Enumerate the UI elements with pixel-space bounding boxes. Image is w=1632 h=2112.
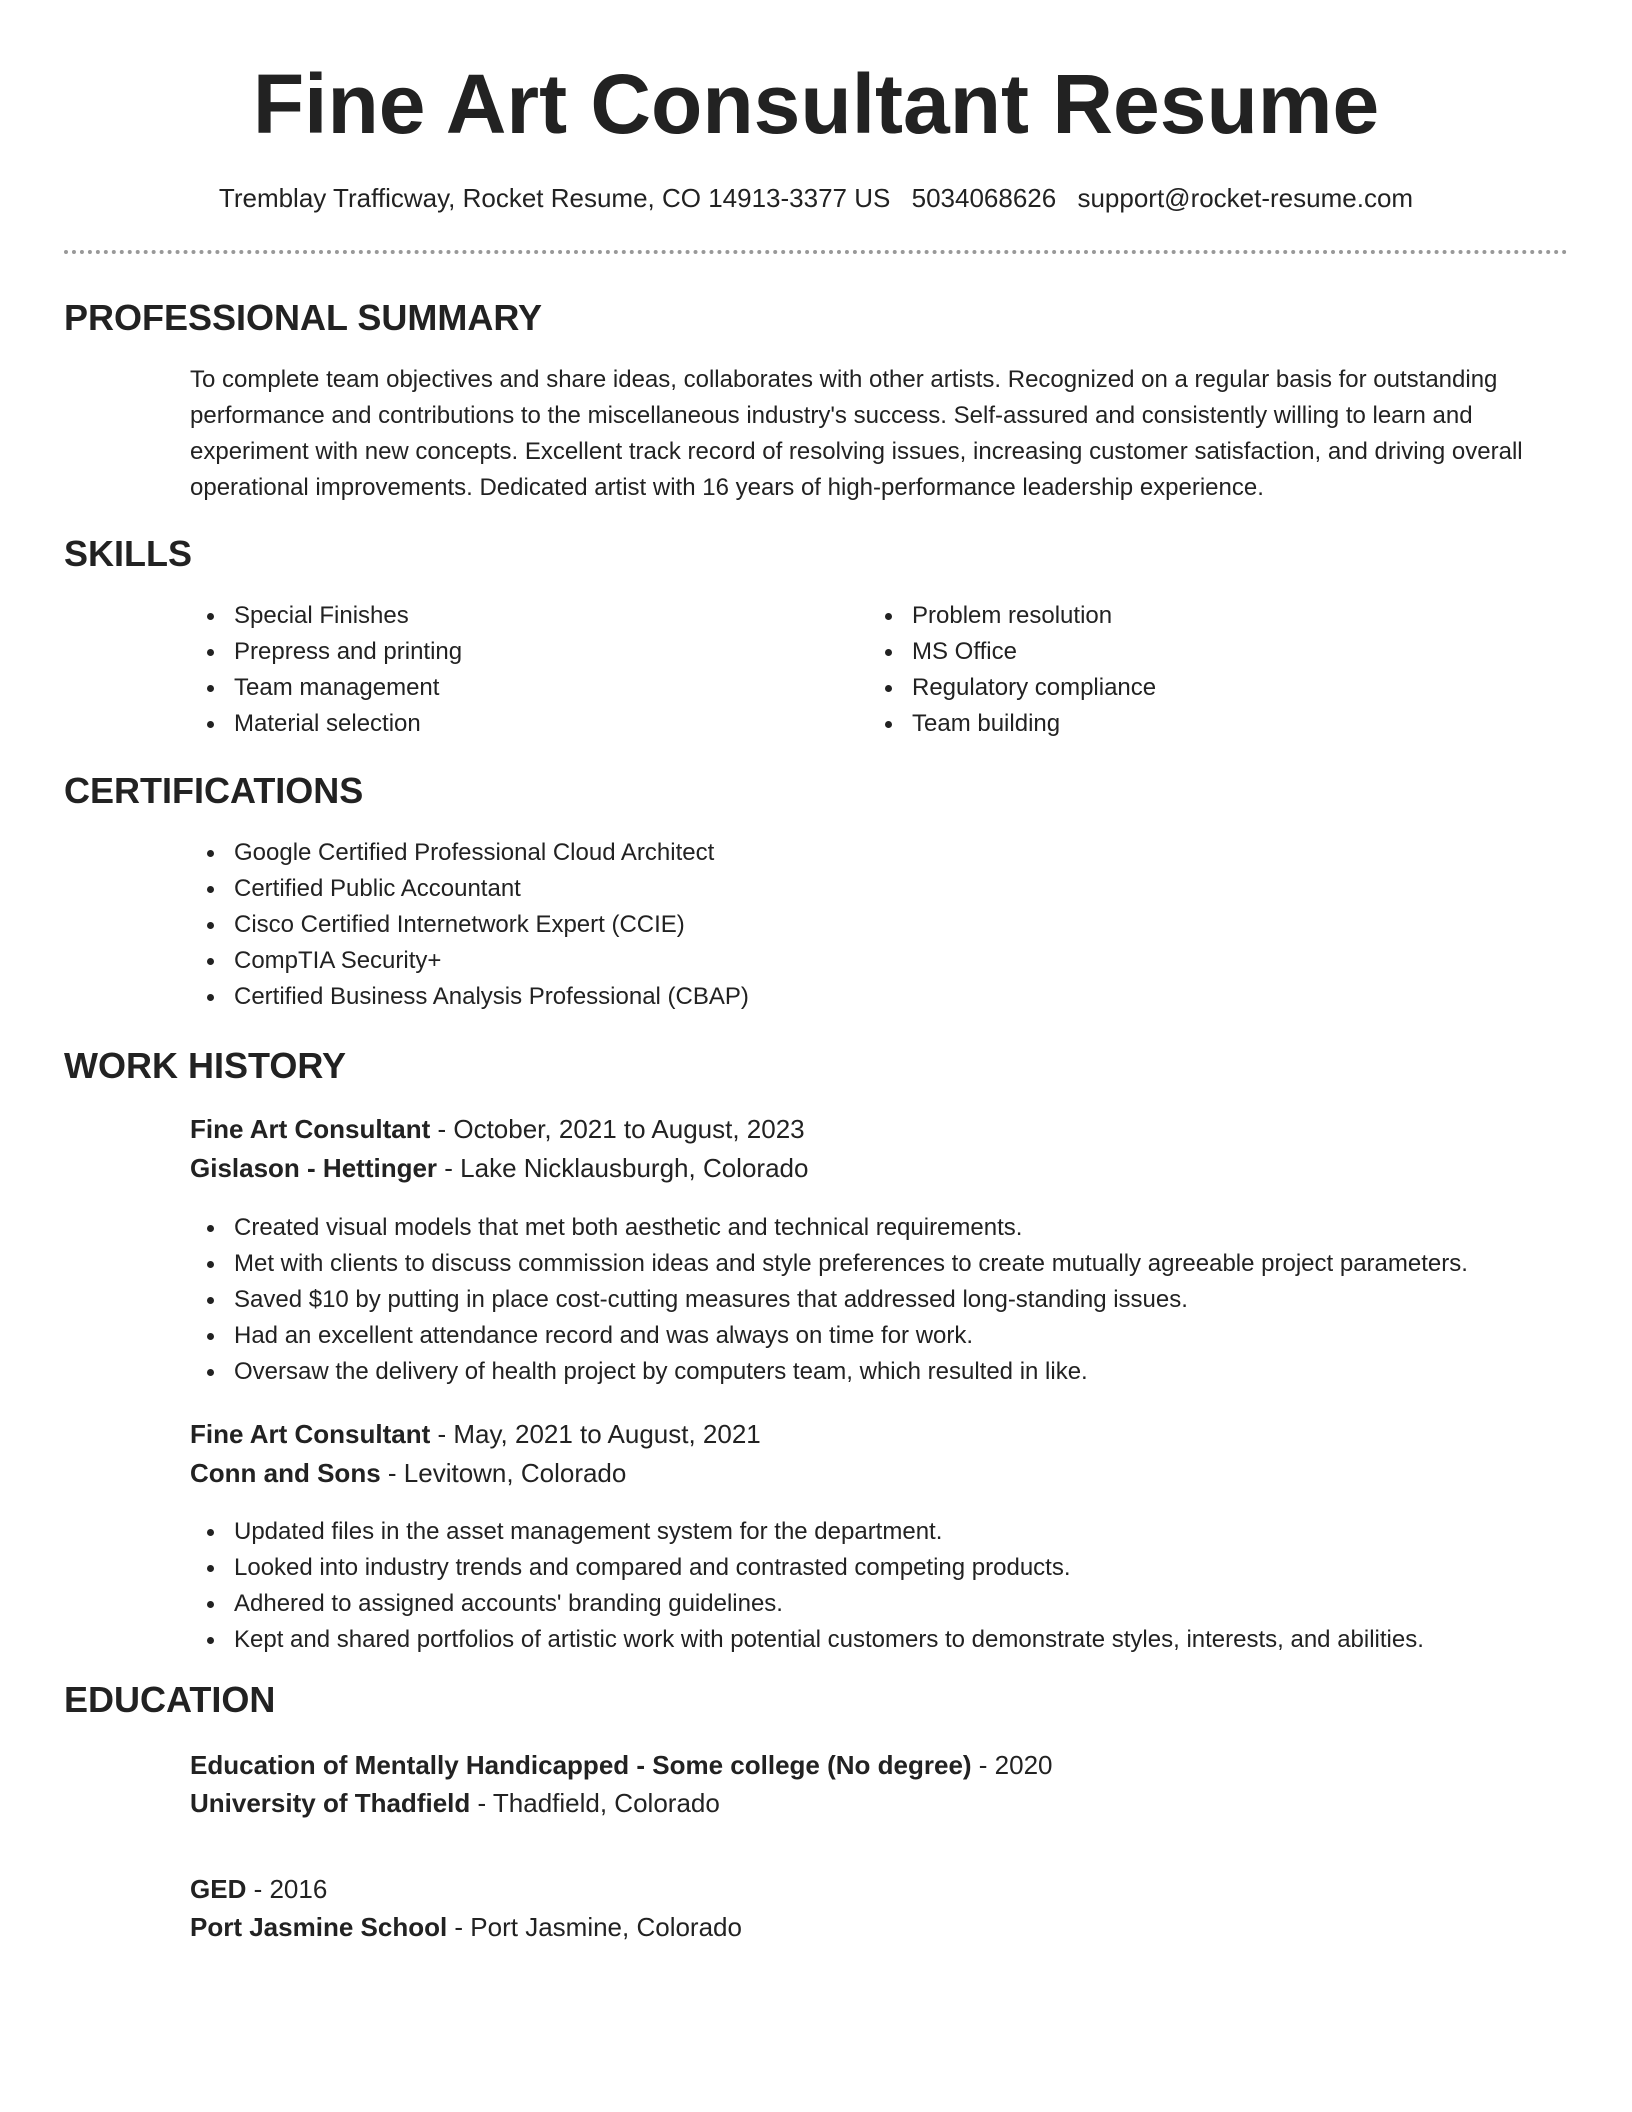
job-bullet: Looked into industry trends and compared and contrasted competing products. bbox=[190, 1550, 1424, 1586]
job-company-line bbox=[190, 1454, 626, 1492]
certification-item: Cisco Certified Internetwork Expert (CCIE) bbox=[190, 907, 749, 943]
education-degree: Education of Mentally Handicapped - Some college (No degree) bbox=[190, 1750, 972, 1780]
certification-item: Certified Business Analysis Professional (CBAP) bbox=[190, 979, 749, 1015]
certification-item: Google Certified Professional Cloud Architect bbox=[190, 835, 749, 871]
job-company: Conn and Sons bbox=[190, 1458, 381, 1488]
job-title-line bbox=[190, 1415, 761, 1453]
skills-list-right bbox=[868, 598, 1156, 742]
education-school: Port Jasmine School bbox=[190, 1912, 448, 1942]
job-bullet: Updated files in the asset management system for the department. bbox=[190, 1514, 1424, 1550]
resume-title: Fine Art Consultant Resume bbox=[252, 57, 1380, 151]
skill-item: Regulatory compliance bbox=[868, 670, 1156, 706]
skill-item: Team management bbox=[190, 670, 462, 706]
job-title: Fine Art Consultant bbox=[190, 1419, 431, 1449]
education-heading: EDUCATION bbox=[64, 1679, 276, 1720]
certification-item: Certified Public Accountant bbox=[190, 871, 749, 907]
job-title-line bbox=[190, 1110, 805, 1148]
job-bullet: Oversaw the delivery of health project by computers team, which resulted in like. bbox=[190, 1354, 1468, 1390]
job-dates: - October, 2021 to August, 2023 bbox=[430, 1114, 805, 1144]
certifications-list bbox=[190, 835, 749, 1015]
job-location: - Lake Nicklausburgh, Colorado bbox=[437, 1153, 809, 1183]
job-bullets bbox=[190, 1210, 1468, 1390]
job-bullet: Met with clients to discuss commission ideas and style preferences to create mutually agreeable project parameters. bbox=[190, 1246, 1468, 1282]
job-title: Fine Art Consultant bbox=[190, 1114, 431, 1144]
certifications-heading: CERTIFICATIONS bbox=[64, 770, 364, 811]
education-school-line bbox=[190, 1784, 720, 1822]
education-degree-line bbox=[190, 1870, 327, 1908]
job-dates: - May, 2021 to August, 2021 bbox=[430, 1419, 761, 1449]
header-divider bbox=[64, 250, 1568, 254]
job-company: Gislason - Hettinger bbox=[190, 1153, 438, 1183]
skill-item: Team building bbox=[868, 706, 1156, 742]
skill-item: Material selection bbox=[190, 706, 462, 742]
summary-text: To complete team objectives and share ideas, collaborates with other artists. Recognized on a regular basis for outstanding performance and contributions to the miscellaneous industry's success. Self-assured and consistently willing to learn and experiment with new concepts. Excellent track record of resolving issues, increasing customer satisfaction, and driving overall operational improvements. Dedicated artist with 16 years of high-performance leadership experience. bbox=[190, 366, 1523, 501]
job-bullet: Had an excellent attendance record and was always on time for work. bbox=[190, 1318, 1468, 1354]
skills-list-left bbox=[190, 598, 462, 742]
job-location: - Levitown, Colorado bbox=[380, 1458, 627, 1488]
contact-line bbox=[0, 180, 1632, 216]
education-location: - Port Jasmine, Colorado bbox=[447, 1912, 742, 1942]
job-bullet: Created visual models that met both aesthetic and technical requirements. bbox=[190, 1210, 1468, 1246]
certification-item: CompTIA Security+ bbox=[190, 943, 749, 979]
work-history-heading: WORK HISTORY bbox=[64, 1045, 347, 1086]
summary-heading: PROFESSIONAL SUMMARY bbox=[64, 297, 543, 338]
skills-heading: SKILLS bbox=[64, 533, 193, 574]
job-bullet: Kept and shared portfolios of artistic work with potential customers to demonstrate styles, interests, and abilities. bbox=[190, 1622, 1424, 1658]
education-degree: GED bbox=[190, 1874, 247, 1904]
skill-item: Special Finishes bbox=[190, 598, 462, 634]
education-school: University of Thadfield bbox=[190, 1788, 471, 1818]
contact-email: support@rocket-resume.com bbox=[1077, 183, 1414, 213]
skill-item: MS Office bbox=[868, 634, 1156, 670]
skill-item: Problem resolution bbox=[868, 598, 1156, 634]
contact-address: Tremblay Trafficway, Rocket Resume, CO 14913-3377 US bbox=[218, 183, 891, 213]
education-year: - 2016 bbox=[246, 1874, 328, 1904]
job-bullet: Adhered to assigned accounts' branding guidelines. bbox=[190, 1586, 1424, 1622]
contact-phone: 5034068626 bbox=[911, 183, 1057, 213]
job-bullet: Saved $10 by putting in place cost-cutting measures that addressed long-standing issues. bbox=[190, 1282, 1468, 1318]
education-degree-line bbox=[190, 1746, 1053, 1784]
job-company-line bbox=[190, 1149, 808, 1187]
education-school-line bbox=[190, 1908, 742, 1946]
education-location: - Thadfield, Colorado bbox=[470, 1788, 720, 1818]
education-year: - 2020 bbox=[971, 1750, 1053, 1780]
job-bullets bbox=[190, 1514, 1424, 1658]
skill-item: Prepress and printing bbox=[190, 634, 462, 670]
